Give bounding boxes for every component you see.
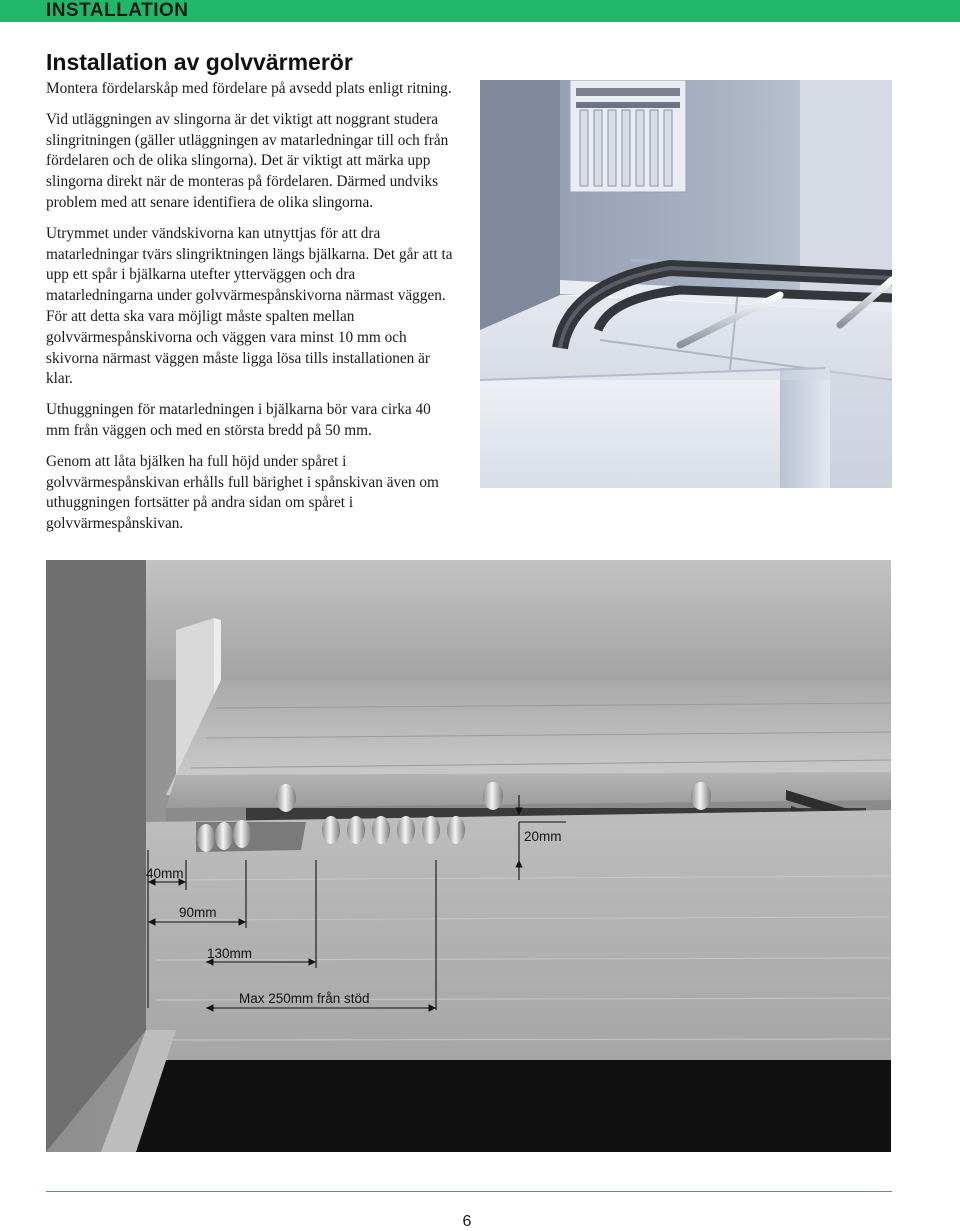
page-number: 6 — [462, 1213, 472, 1230]
paragraph-5: Genom att låta bjälken ha full höjd under spåret i golvvärmespånskivan erhålls full bärighet i spånskivan även om uthuggningen fortsätter på andra sidan om spåret i golvvärmespånskivan. — [46, 452, 439, 533]
dimension-20mm: 20mm — [524, 829, 562, 844]
joist-cross-section-illustration — [46, 560, 891, 1152]
section-header-label: INSTALLATION — [46, 0, 189, 21]
paragraph-1: Montera fördelarskåp med fördelare på avsedd plats enligt ritning. — [46, 80, 452, 97]
page-title: Installation av golvvärmerör — [46, 49, 353, 75]
manifold-render-image — [480, 80, 892, 488]
dimension-90mm: 90mm — [179, 905, 217, 920]
footer-divider — [46, 1191, 892, 1192]
paragraph-4: Uthuggningen för matarledningen i bjälkarna bör vara cirka 40 mm från väggen och med en största bredd på 50 mm. — [46, 401, 431, 439]
body-text — [46, 79, 454, 545]
dimension-max-250mm: Max 250mm från stöd — [239, 991, 370, 1006]
dimension-130mm: 130mm — [207, 946, 253, 961]
paragraph-2: Vid utläggningen av slingorna är det viktigt att noggrant studera slingritningen (gäller utläggningen av matarledningar till och från fördelaren och de olika slingorna). Det är viktigt att märka upp slingorna direkt när de monteras på fördelaren. Därmed undviks problem med att senare identifiera de olika slingorna. — [46, 110, 449, 211]
joist-cross-section-drawing — [46, 560, 891, 1152]
section-header-bar — [0, 0, 960, 22]
dimension-40mm: 40mm — [146, 866, 184, 881]
manifold-render-illustration — [480, 80, 892, 488]
paragraph-3: Utrymmet under vändskivorna kan utnyttjas för att dra matarledningar tvärs slingriktningen längs bjälkarna. Det går att ta upp ett spår i bjälkarna utefter ytterväggen och dra matarledningarna under golvvärmespånskivorna närmast väggen. För att detta ska vara möjligt måste spalten mellan golvvärmespånskivorna och väggen vara minst 10 mm och skivorna närmast väggen måste ligga lösa tills installationen är klar. — [46, 224, 453, 388]
